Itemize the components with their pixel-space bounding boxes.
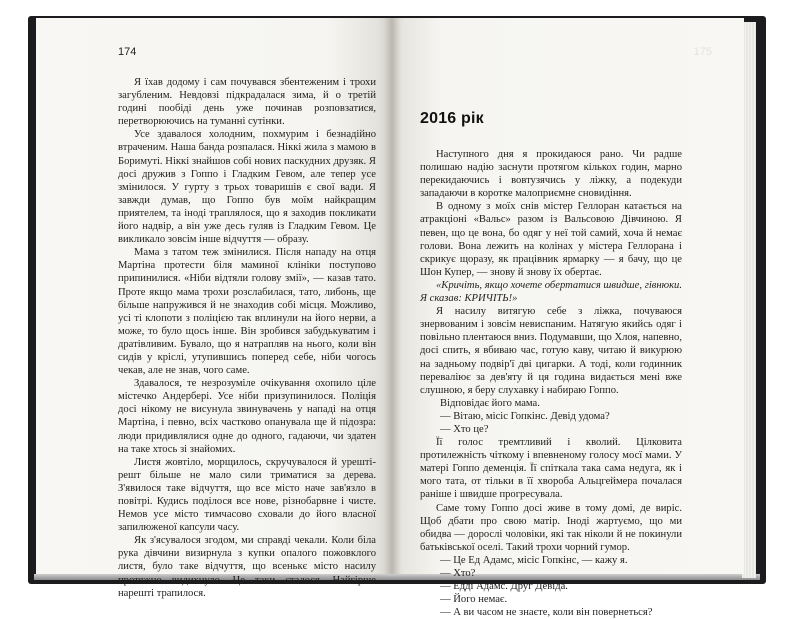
dialog-line: — Це Ед Адамс, місіс Гопкінс, — кажу я. [440,554,628,566]
paragraph: Листя жовтіло, морщилось, скручувалося й урешті-решт більше не мало сили триматися за дерева. З'явилося таке відчуття, що все місто наче зав'язло в повітрі. Кудись поділося все нове, різнобарвне і чисте. Немов усе місто тимчасово сховали до його власної запилюженої капсули часу. [118,456,376,534]
left-page-text [118,76,376,600]
paragraph: Наступного дня я прокидаюся рано. Чи радше полишаю надію заснути протягом кількох годин, марно перекидаючись і вовтузячись у ліжку, а подекуди западаючи в коротке малоприємне сновидіння. [420,149,682,200]
dialog-line: — А ви часом не знаєте, коли він повернеться? [440,607,653,619]
page-number: 174 [118,46,137,58]
book-page-edges [742,22,756,578]
dialog-line: — Хто це? [440,423,489,435]
right-page [392,18,744,619]
italic-quote [420,279,682,305]
faint-page-number: 175 [693,46,712,58]
book-gutter [384,18,400,574]
paragraph: Здавалося, те незрозуміле очікування охопило ціле містечко Андербері. Усе ніби призупинилося. Поліція досі нікому не висунула звинувачень у нападі на отця Мартіна, і певно, всіх частково опанувала ще й підозра: люди придивлялися одне до одного, гадаючи, чи здатен на таке хтось зі знайомих. [118,378,376,455]
paragraph: Мама з татом теж змінилися. Після нападу на отця Мартіна протести біля маминої клініки поступово припинилися. «Ніби відтяли голову змії», — казав тато. Проте якщо мама трохи розслабилася, тато, либонь, ще більше напружився й не знаходив собі місця. Можливо, усі ті клопоти з поліцією так вплинули на його нерви, а може, то було щось інше. Він зробився забудькуватим і дратівливим. Бувало, що я натрапляв на нього, коли він сидів у кріслі, утупившись поперед себе, ніби чогось чекав, але не знав, чого саме. [118,247,376,377]
chapter-heading: 2016 рік [420,110,484,127]
paragraph: Саме тому Гоппо досі живе в тому домі, де виріс. Щоб дбати про свою матір. Іноді жартуємо, що ми обидва — дорослі чоловіки, які так ніколи й не покинули батьківської оселі. Такий трохи чорний гумор. [420,502,682,553]
paragraph: Усе здавалося холодним, похмурим і безнадійно втраченим. Наша банда розпалася. Ніккі жила з мамою в Боримуті. Ніккі знайшов собі нових паскудних друзяк. Я досі дружив з Гоппо і Гладким Гевом, але тепер усе змінилося. У гурту з трьох товаришів є свої вади. Я завжди думав, що Гоппо був моїм найкращим приятелем, та іноді траплялося, що я заходив покликати його надвір, а він уже десь гуляв із Гладким Гевом. Це викликало зовсім інше відчуття — образу. [118,129,376,246]
quote-text: «Кричіть, якщо хочете обертатися швидше, гівнюки. Я сказав: КРИЧІТЬ!» [420,279,682,305]
dialog-line: — Хто? [440,568,476,579]
paragraph: Її голос тремтливий і кволий. Цілковита протилежність чіткому і впевненому голосу мосї мами. У матері Гоппо деменція. Її спіткала така сама недуга, як і мого тата, от тільки в її хвороба Альцгеймера почалася раніше і швидше прогресувала. [420,437,682,501]
dialog-line: — Вітаю, місіс Гопкінс. Девід удома? [440,410,610,422]
left-page [36,18,392,599]
paragraph: Я їхав додому і сам почувався збентеженим і трохи загубленим. Невдовзі підкрадалася зима, й о третій годині пообіді день уже починав розповзатися, перетворюючись на туманні сутінки. [118,77,376,128]
paragraph: Відповідає його мама. [440,397,540,409]
paragraph: Я насилу витягую себе з ліжка, почуваюся знервованим і зовсім невиспаним. Натягую якийсь одяг і повільно плентаюся вниз. Подумавши, що Хлоя, напевно, досі спить, я вбиваю час, готую каву, читаю й викурюю на задньому подвір'ї дві цигарки. А тоді, коли годинник переваліює за дев'яту й ця година видається мені вже слушною, я беру слухавку і набираю Гоппо. [420,306,682,396]
dialog-line: — Його немає. [440,594,508,606]
dialog-line: — Едді Адамс. Друг Девіда. [440,581,568,593]
paragraph: В одному з моїх снів містер Геллоран катається на атракціоні «Вальс» разом із Вальсовою Дівчиною. Я певен, що це вона, бо одяг у неї той самий, хоча й немає голови. Вона лежить на колінах у містера Геллорана і скрикує щоразу, як працівник ярмарку — я бачу, що це Шон Купер, — знову й знову їх обертає. [420,201,682,278]
paragraph: Як з'ясувалося згодом, ми справді чекали. Коли біла рука дівчини визирнула з купки опалого пожовклого листя, було таке відчуття, що всенькє місто насилу протяжно видихнуло. Це таки сталося. Найгірше нарешті трапилося. [118,535,376,599]
right-page-text [420,148,682,619]
